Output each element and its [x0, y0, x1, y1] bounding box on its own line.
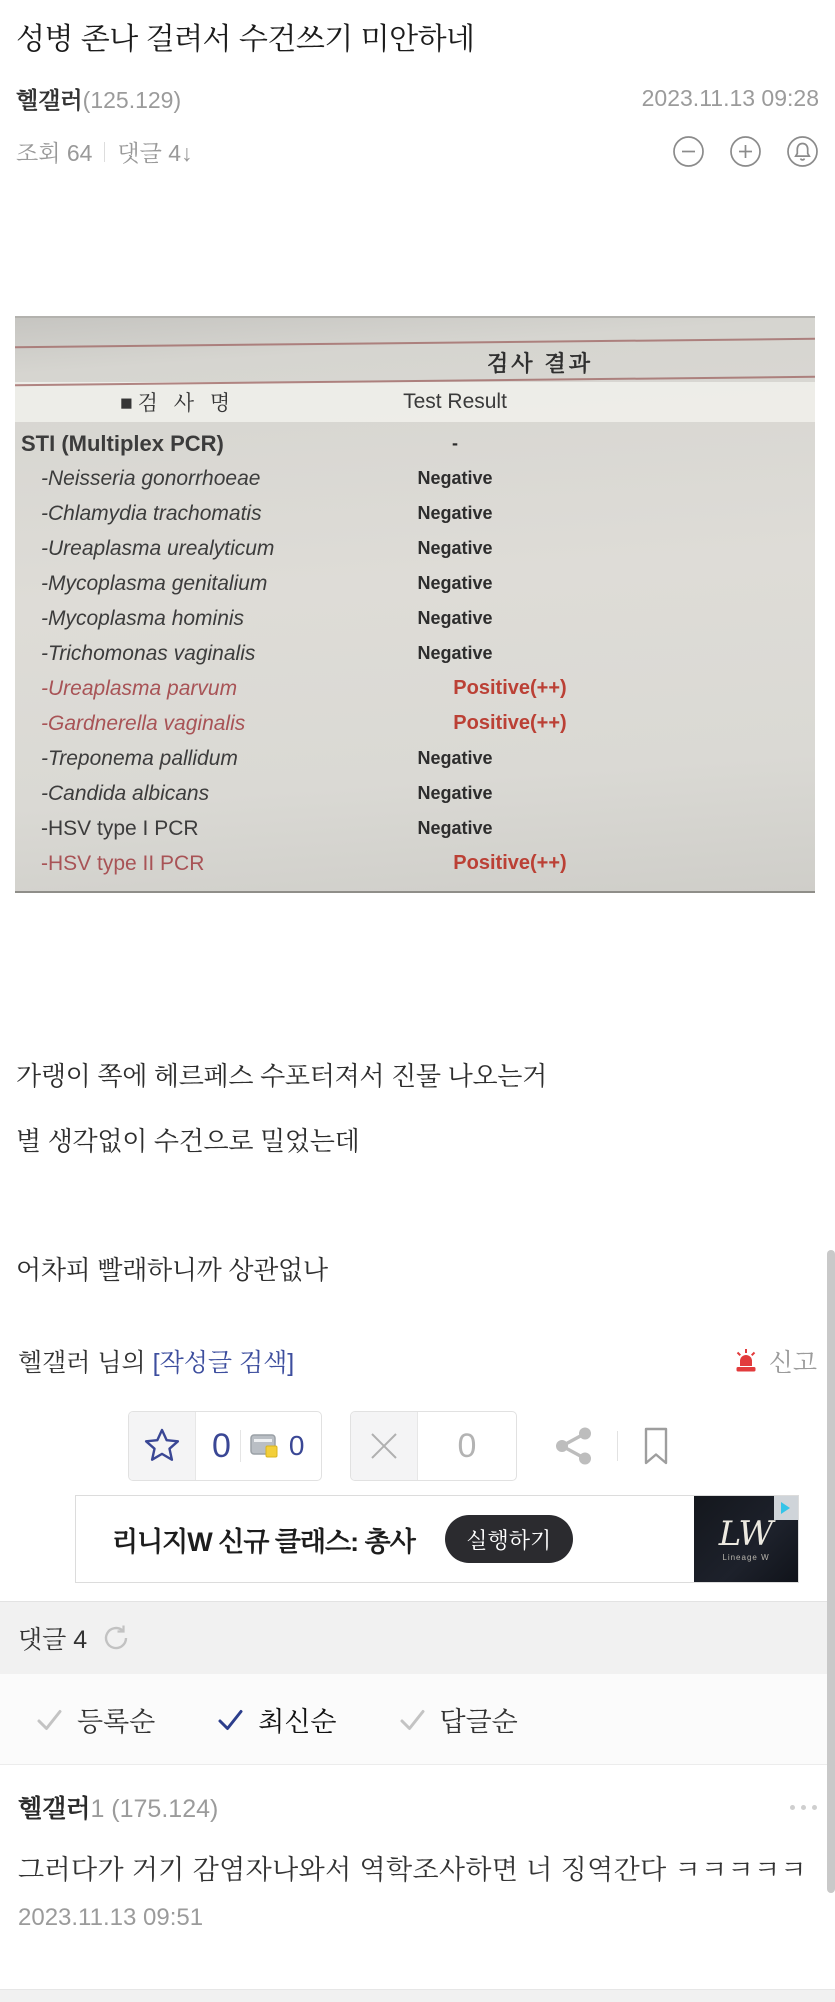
- refresh-icon[interactable]: [101, 1623, 131, 1653]
- report-row: [15, 846, 815, 881]
- view-count: 조회 64: [16, 140, 93, 166]
- comment-date: 2023.11.13 09:51: [18, 1904, 204, 1931]
- post-body-line: 어차피 빨래하니까 상관없나: [16, 1255, 328, 1285]
- report-title-row: [15, 344, 815, 380]
- report-col-result: Test Result: [403, 390, 507, 413]
- report-row: [15, 636, 815, 671]
- author-row: [16, 82, 819, 115]
- report-row: [15, 461, 815, 496]
- report-test-result: Negative: [417, 503, 493, 523]
- report-test-name: -Treponema pallidum: [41, 746, 238, 770]
- comments-header: 댓글 4: [18, 1626, 88, 1654]
- sort-option-label: 등록순: [77, 1706, 156, 1737]
- post-body-line: 가랭이 쪽에 헤르페스 수포터져서 진물 나오는거: [16, 1061, 547, 1091]
- comment-sort-row: [0, 1674, 835, 1765]
- check-icon: [399, 1706, 426, 1733]
- report-test-result: Negative: [417, 538, 493, 558]
- report-row: [15, 531, 815, 566]
- report-test-name: -Mycoplasma hominis: [41, 606, 245, 630]
- report-row: [15, 496, 815, 531]
- comments-header-bar: [0, 1601, 835, 1674]
- report-row: [15, 741, 815, 776]
- post-header: [0, 14, 835, 168]
- report-col-name: ■검 사 명: [120, 392, 236, 415]
- zoom-in-icon[interactable]: [729, 135, 762, 168]
- report-test-name: -HSV type II PCR: [41, 851, 205, 875]
- ad-logo-subtext: Lineage W: [722, 1552, 770, 1562]
- author-search-text: [18, 1343, 294, 1379]
- post-date: 2023.11.13 09:28: [641, 85, 819, 111]
- bottom-divider: [0, 1989, 835, 2002]
- report-row: [15, 601, 815, 636]
- adchoices-icon[interactable]: [774, 1496, 798, 1520]
- author-info: [16, 82, 181, 115]
- report-test-name: -Ureaplasma urealyticum: [41, 536, 275, 560]
- downvote-count-cell[interactable]: [418, 1412, 517, 1480]
- report-test-result: -: [452, 433, 458, 453]
- report-test-result: Negative: [417, 643, 493, 663]
- report-column-header: [15, 382, 815, 422]
- upvote-count-cell[interactable]: [196, 1412, 321, 1480]
- check-icon: [217, 1706, 244, 1733]
- sort-option-label: 최신순: [258, 1706, 337, 1737]
- report-test-name: -HSV type I PCR: [41, 816, 199, 840]
- test-result-image[interactable]: [15, 316, 815, 893]
- report-test-result: Negative: [417, 608, 493, 628]
- zoom-out-icon[interactable]: [672, 135, 705, 168]
- scrollbar-thumb[interactable]: [827, 1250, 835, 1893]
- upvote-button[interactable]: [129, 1412, 196, 1480]
- downvote-button[interactable]: [351, 1412, 418, 1480]
- report-row: [15, 811, 815, 846]
- vote-row: [128, 1411, 835, 1481]
- vote-inner-divider: [240, 1430, 241, 1462]
- dots-menu-icon[interactable]: [790, 1805, 817, 1810]
- page-title: 성병 존나 걸려서 수건쓰기 미안하네: [16, 23, 475, 56]
- ad-headline: 리니지W 신규 클래스: 총사: [112, 1526, 415, 1557]
- bookmark-icon[interactable]: [640, 1426, 672, 1466]
- comment-sort-option[interactable]: [399, 1700, 518, 1739]
- report-row: [15, 426, 815, 461]
- comment-item: [0, 1789, 835, 1932]
- report-rows: [15, 422, 815, 881]
- share-bookmark-group: [553, 1425, 672, 1467]
- share-divider: [617, 1431, 618, 1461]
- author-posts-search-link[interactable]: [작성글 검색]: [152, 1349, 295, 1377]
- report-row: [15, 706, 815, 741]
- author-ip: (125.129): [82, 87, 182, 113]
- star-icon: [142, 1426, 182, 1466]
- meta-row: [16, 135, 819, 168]
- downvote-count: 0: [457, 1426, 477, 1465]
- report-test-result: Positive(++): [453, 852, 567, 874]
- ad-game-logo-image: [694, 1496, 798, 1582]
- meta-divider: [104, 142, 105, 162]
- report-row: [15, 776, 815, 811]
- comment-sort-option[interactable]: [217, 1700, 336, 1739]
- report-test-name: -Neisseria gonorrhoeae: [41, 466, 261, 490]
- comment-list: [0, 1789, 835, 1932]
- upvote-group: [128, 1411, 322, 1481]
- report-label: 신고: [768, 1349, 817, 1377]
- ad-banner[interactable]: [75, 1495, 799, 1583]
- comment-count-link[interactable]: 댓글 4↓: [117, 140, 193, 166]
- upvote-count: 0: [212, 1426, 231, 1465]
- report-title: 검사 결과: [486, 350, 594, 376]
- report-test-name: -Gardnerella vaginalis: [41, 711, 246, 735]
- report-test-name: -Candida albicans: [41, 781, 210, 805]
- report-test-name: -Trichomonas vaginalis: [41, 641, 256, 665]
- author-nickname: 헬갤러: [16, 87, 83, 113]
- check-icon: [36, 1706, 63, 1733]
- x-icon: [366, 1428, 402, 1464]
- report-test-name: -Mycoplasma genitalium: [41, 571, 268, 595]
- report-row: [15, 671, 815, 706]
- report-test-result: Positive(++): [453, 677, 567, 699]
- report-row: [15, 566, 815, 601]
- dccon-card-icon: [250, 1433, 280, 1459]
- report-test-name: STI (Multiplex PCR): [21, 430, 224, 456]
- author-search-prefix: 헬갤러 님의: [18, 1349, 146, 1377]
- ad-logo-text: LW: [718, 1513, 774, 1554]
- report-test-result: Positive(++): [453, 712, 567, 734]
- author-search-row: [0, 1343, 835, 1379]
- report-test-result: Negative: [417, 573, 493, 593]
- comment-sort-option[interactable]: [36, 1700, 155, 1739]
- share-icon[interactable]: [553, 1425, 595, 1467]
- comment-text: 그러다가 거기 감염자나와서 역학조사하면 너 징역간다 ㅋㅋㅋㅋㅋ: [18, 1855, 807, 1885]
- post-body: [0, 1059, 835, 1287]
- downvote-group: [350, 1411, 518, 1481]
- ad-cta-button[interactable]: 실행하기: [445, 1515, 573, 1563]
- report-test-result: Negative: [417, 818, 493, 838]
- report-test-result: Negative: [417, 468, 493, 488]
- header-icon-group: [672, 135, 819, 168]
- report-test-result: Negative: [417, 783, 493, 803]
- sort-option-label: 답글순: [439, 1706, 518, 1737]
- report-test-result: Negative: [417, 748, 493, 768]
- meta-left: [16, 135, 193, 168]
- siren-icon: [733, 1348, 759, 1374]
- post-body-line: 별 생각없이 수건으로 밀었는데: [16, 1126, 360, 1156]
- dccon-count: 0: [288, 1430, 305, 1461]
- comment-author-info: 헬갤러1 (175.124): [18, 1795, 219, 1823]
- comment-author: 헬갤러: [18, 1795, 91, 1823]
- report-test-name: -Ureaplasma parvum: [41, 676, 238, 700]
- report-button[interactable]: [733, 1343, 817, 1379]
- bell-icon[interactable]: [786, 135, 819, 168]
- comment-author-row: [18, 1789, 817, 1825]
- report-test-name: -Chlamydia trachomatis: [41, 501, 262, 525]
